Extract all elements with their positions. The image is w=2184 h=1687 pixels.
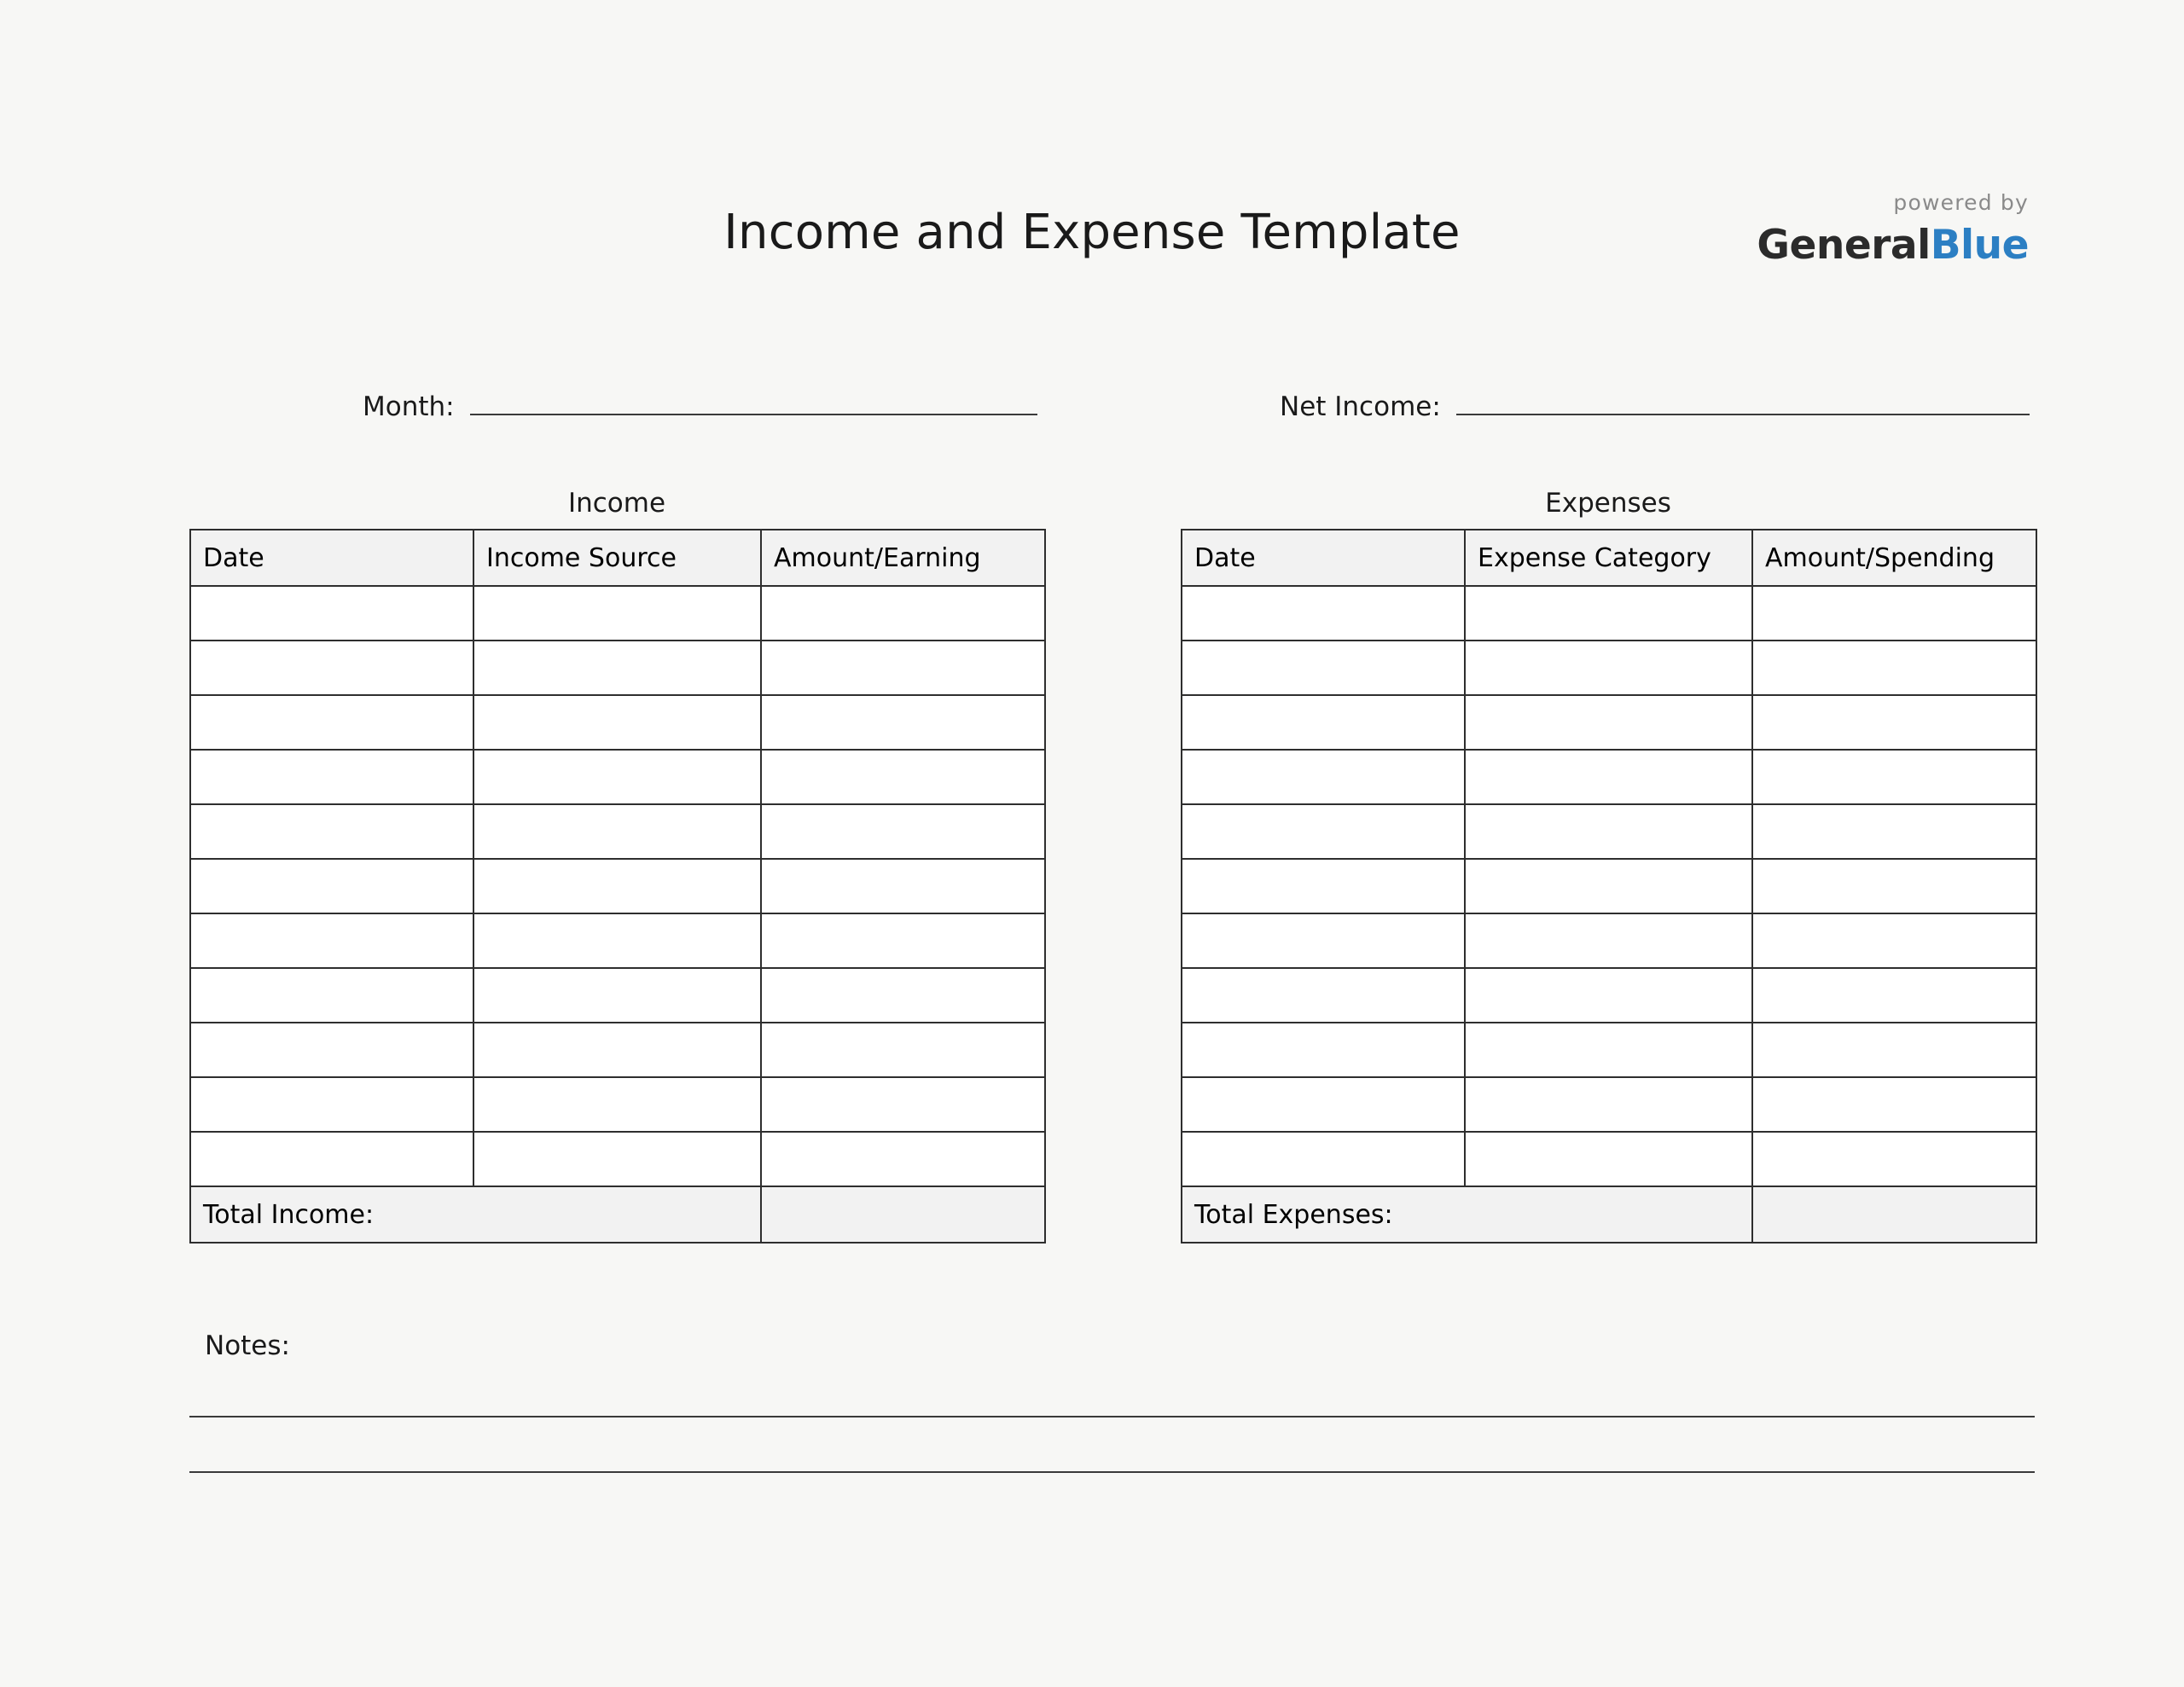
expense-cell-category[interactable]	[1465, 695, 1752, 750]
table-row	[190, 1132, 1045, 1186]
income-header-source: Income Source	[473, 530, 761, 586]
income-cell-amount[interactable]	[761, 695, 1045, 750]
table-row	[1182, 641, 2036, 695]
expense-cell-category[interactable]	[1465, 1023, 1752, 1077]
expense-cell-date[interactable]	[1182, 859, 1465, 913]
income-cell-amount[interactable]	[761, 968, 1045, 1023]
expense-cell-category[interactable]	[1465, 1132, 1752, 1186]
month-input[interactable]	[470, 388, 1037, 415]
table-row	[190, 695, 1045, 750]
document-header	[0, 190, 2184, 324]
income-cell-amount[interactable]	[761, 804, 1045, 859]
expense-cell-date[interactable]	[1182, 1023, 1465, 1077]
income-cell-amount[interactable]	[761, 1023, 1045, 1077]
income-cell-amount[interactable]	[761, 1132, 1045, 1186]
total-expenses-label: Total Expenses:	[1182, 1186, 1752, 1243]
income-cell-date[interactable]	[190, 859, 473, 913]
income-cell-amount[interactable]	[761, 1077, 1045, 1132]
income-cell-date[interactable]	[190, 1077, 473, 1132]
expense-cell-date[interactable]	[1182, 586, 1465, 641]
income-cell-source[interactable]	[473, 1132, 761, 1186]
expense-cell-date[interactable]	[1182, 804, 1465, 859]
table-row	[190, 804, 1045, 859]
income-cell-date[interactable]	[190, 695, 473, 750]
income-cell-source[interactable]	[473, 968, 761, 1023]
expense-cell-amount[interactable]	[1752, 1132, 2036, 1186]
income-cell-source[interactable]	[473, 804, 761, 859]
table-row	[190, 1023, 1045, 1077]
table-row	[1182, 695, 2036, 750]
expense-cell-category[interactable]	[1465, 968, 1752, 1023]
table-row	[190, 641, 1045, 695]
expense-cell-category[interactable]	[1465, 1077, 1752, 1132]
income-cell-date[interactable]	[190, 750, 473, 804]
table-row	[1182, 1023, 2036, 1077]
brand-name	[1757, 222, 2029, 269]
income-cell-date[interactable]	[190, 968, 473, 1023]
expense-cell-amount[interactable]	[1752, 804, 2036, 859]
income-cell-date[interactable]	[190, 1132, 473, 1186]
brand-name-general: General	[1757, 222, 1931, 269]
income-cell-source[interactable]	[473, 913, 761, 968]
expenses-header-category: Expense Category	[1465, 530, 1752, 586]
income-cell-source[interactable]	[473, 1077, 761, 1132]
income-cell-date[interactable]	[190, 804, 473, 859]
expense-cell-date[interactable]	[1182, 1132, 1465, 1186]
net-income-label: Net Income:	[1280, 391, 1441, 422]
expense-cell-amount[interactable]	[1752, 586, 2036, 641]
expenses-header-date: Date	[1182, 530, 1465, 586]
month-field	[363, 388, 1037, 422]
expense-cell-amount[interactable]	[1752, 1077, 2036, 1132]
table-row	[1182, 859, 2036, 913]
table-row	[190, 968, 1045, 1023]
expense-cell-category[interactable]	[1465, 641, 1752, 695]
table-row	[1182, 804, 2036, 859]
table-row	[190, 586, 1045, 641]
expenses-total-row	[1182, 1186, 2036, 1243]
expense-cell-amount[interactable]	[1752, 695, 2036, 750]
expenses-header-amount: Amount/Spending	[1752, 530, 2036, 586]
income-cell-date[interactable]	[190, 586, 473, 641]
notes-line-2[interactable]	[189, 1471, 2035, 1473]
income-header-date: Date	[190, 530, 473, 586]
income-section-caption: Income	[567, 488, 666, 519]
income-cell-source[interactable]	[473, 1023, 761, 1077]
expense-cell-date[interactable]	[1182, 1077, 1465, 1132]
income-cell-date[interactable]	[190, 1023, 473, 1077]
income-cell-source[interactable]	[473, 641, 761, 695]
table-row	[190, 913, 1045, 968]
brand-name-blue: Blue	[1930, 222, 2029, 269]
expense-cell-category[interactable]	[1465, 750, 1752, 804]
expense-cell-amount[interactable]	[1752, 750, 2036, 804]
income-cell-date[interactable]	[190, 641, 473, 695]
income-cell-amount[interactable]	[761, 586, 1045, 641]
table-row	[190, 859, 1045, 913]
table-row	[1182, 586, 2036, 641]
net-income-input[interactable]	[1456, 388, 2030, 415]
notes-label: Notes:	[205, 1330, 290, 1361]
expense-cell-date[interactable]	[1182, 641, 1465, 695]
income-cell-source[interactable]	[473, 586, 761, 641]
table-row	[1182, 1077, 2036, 1132]
month-label: Month:	[363, 391, 455, 422]
table-header-row	[1182, 530, 2036, 586]
table-row	[1182, 968, 2036, 1023]
table-row	[1182, 913, 2036, 968]
expense-cell-category[interactable]	[1465, 586, 1752, 641]
income-total-row	[190, 1186, 1045, 1243]
net-income-field	[1280, 388, 2030, 422]
expense-cell-category[interactable]	[1465, 913, 1752, 968]
expenses-table	[1181, 529, 2037, 1244]
expense-cell-amount[interactable]	[1752, 641, 2036, 695]
expense-cell-date[interactable]	[1182, 695, 1465, 750]
table-row	[190, 1077, 1045, 1132]
expense-cell-date[interactable]	[1182, 968, 1465, 1023]
income-cell-source[interactable]	[473, 859, 761, 913]
page-title: Income and Expense Template	[723, 205, 1461, 260]
income-table	[189, 529, 1046, 1244]
brand-powered-by: powered by	[1893, 190, 2029, 215]
table-row	[190, 750, 1045, 804]
income-cell-source[interactable]	[473, 750, 761, 804]
expense-cell-category[interactable]	[1465, 859, 1752, 913]
expense-cell-date[interactable]	[1182, 750, 1465, 804]
expense-cell-amount[interactable]	[1752, 1023, 2036, 1077]
expense-cell-amount[interactable]	[1752, 968, 2036, 1023]
total-income-value[interactable]	[761, 1186, 1045, 1243]
income-cell-date[interactable]	[190, 913, 473, 968]
expense-cell-category[interactable]	[1465, 804, 1752, 859]
table-header-row	[190, 530, 1045, 586]
expense-cell-amount[interactable]	[1752, 913, 2036, 968]
expense-cell-date[interactable]	[1182, 913, 1465, 968]
total-expenses-value[interactable]	[1752, 1186, 2036, 1243]
income-header-amount: Amount/Earning	[761, 530, 1045, 586]
income-cell-amount[interactable]	[761, 750, 1045, 804]
income-cell-amount[interactable]	[761, 641, 1045, 695]
income-cell-amount[interactable]	[761, 859, 1045, 913]
income-cell-amount[interactable]	[761, 913, 1045, 968]
income-cell-source[interactable]	[473, 695, 761, 750]
brand-logo	[1757, 190, 2029, 269]
table-row	[1182, 1132, 2036, 1186]
total-income-label: Total Income:	[190, 1186, 761, 1243]
expenses-section-caption: Expenses	[1545, 488, 1671, 519]
table-row	[1182, 750, 2036, 804]
expense-cell-amount[interactable]	[1752, 859, 2036, 913]
notes-line-1[interactable]	[189, 1416, 2035, 1417]
